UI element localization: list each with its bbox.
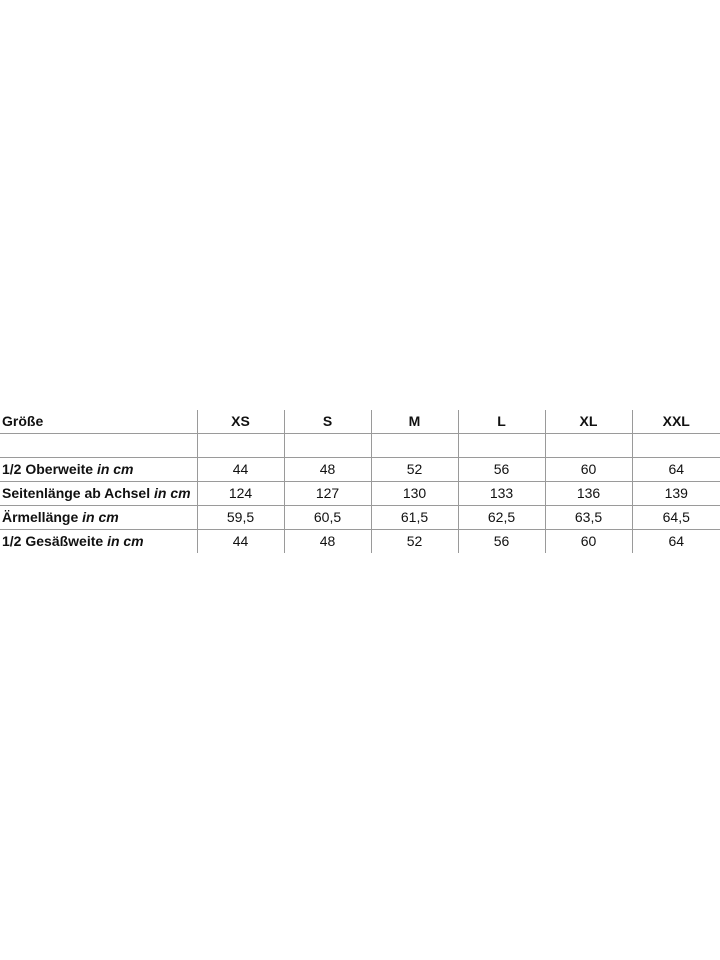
table-cell: 44 xyxy=(197,530,284,554)
table-cell: 136 xyxy=(545,482,632,506)
table-row xyxy=(0,458,720,482)
size-header-label: Größe xyxy=(0,410,197,434)
table-cell: 60 xyxy=(545,530,632,554)
table-cell: 52 xyxy=(371,530,458,554)
row-label-text: 1/2 Gesäßweite xyxy=(2,533,104,549)
row-label xyxy=(0,530,197,554)
table-cell: 48 xyxy=(284,458,371,482)
table-row xyxy=(0,530,720,554)
header-row xyxy=(0,410,720,434)
table-cell: 52 xyxy=(371,458,458,482)
table-cell: 133 xyxy=(458,482,545,506)
table-cell: 56 xyxy=(458,458,545,482)
size-chart-table xyxy=(0,410,720,553)
row-label xyxy=(0,458,197,482)
table-cell: 56 xyxy=(458,530,545,554)
table-cell: 127 xyxy=(284,482,371,506)
row-unit: in cm xyxy=(82,509,119,525)
empty-spacer-row xyxy=(0,434,720,458)
row-label xyxy=(0,482,197,506)
row-unit: in cm xyxy=(107,533,144,549)
empty-cell xyxy=(371,434,458,458)
row-label-text: Seitenlänge ab Achsel xyxy=(2,485,151,501)
empty-cell xyxy=(632,434,720,458)
row-unit: in cm xyxy=(96,461,134,477)
table-cell: 62,5 xyxy=(458,506,545,530)
row-unit: in cm xyxy=(153,485,191,501)
size-header-s: S xyxy=(284,410,371,434)
table-cell: 139 xyxy=(632,482,720,506)
table-row xyxy=(0,482,720,506)
row-label xyxy=(0,506,197,530)
table-row xyxy=(0,506,720,530)
table-cell: 64 xyxy=(632,458,720,482)
empty-cell xyxy=(458,434,545,458)
table-cell: 61,5 xyxy=(371,506,458,530)
table-cell: 59,5 xyxy=(197,506,284,530)
table-cell: 63,5 xyxy=(545,506,632,530)
table-cell: 48 xyxy=(284,530,371,554)
size-header-l: L xyxy=(458,410,545,434)
size-header-m: M xyxy=(371,410,458,434)
table-cell: 64,5 xyxy=(632,506,720,530)
empty-cell xyxy=(284,434,371,458)
table-cell: 60,5 xyxy=(284,506,371,530)
size-header-xs: XS xyxy=(197,410,284,434)
size-header-xl: XL xyxy=(545,410,632,434)
size-header-xxl: XXL xyxy=(632,410,720,434)
row-label-text: Ärmellänge xyxy=(2,509,79,525)
table-cell: 64 xyxy=(632,530,720,554)
row-label-text: 1/2 Oberweite xyxy=(2,461,94,477)
empty-cell xyxy=(0,434,197,458)
empty-cell xyxy=(197,434,284,458)
empty-cell xyxy=(545,434,632,458)
table-cell: 124 xyxy=(197,482,284,506)
table-cell: 60 xyxy=(545,458,632,482)
table-cell: 130 xyxy=(371,482,458,506)
table-cell: 44 xyxy=(197,458,284,482)
